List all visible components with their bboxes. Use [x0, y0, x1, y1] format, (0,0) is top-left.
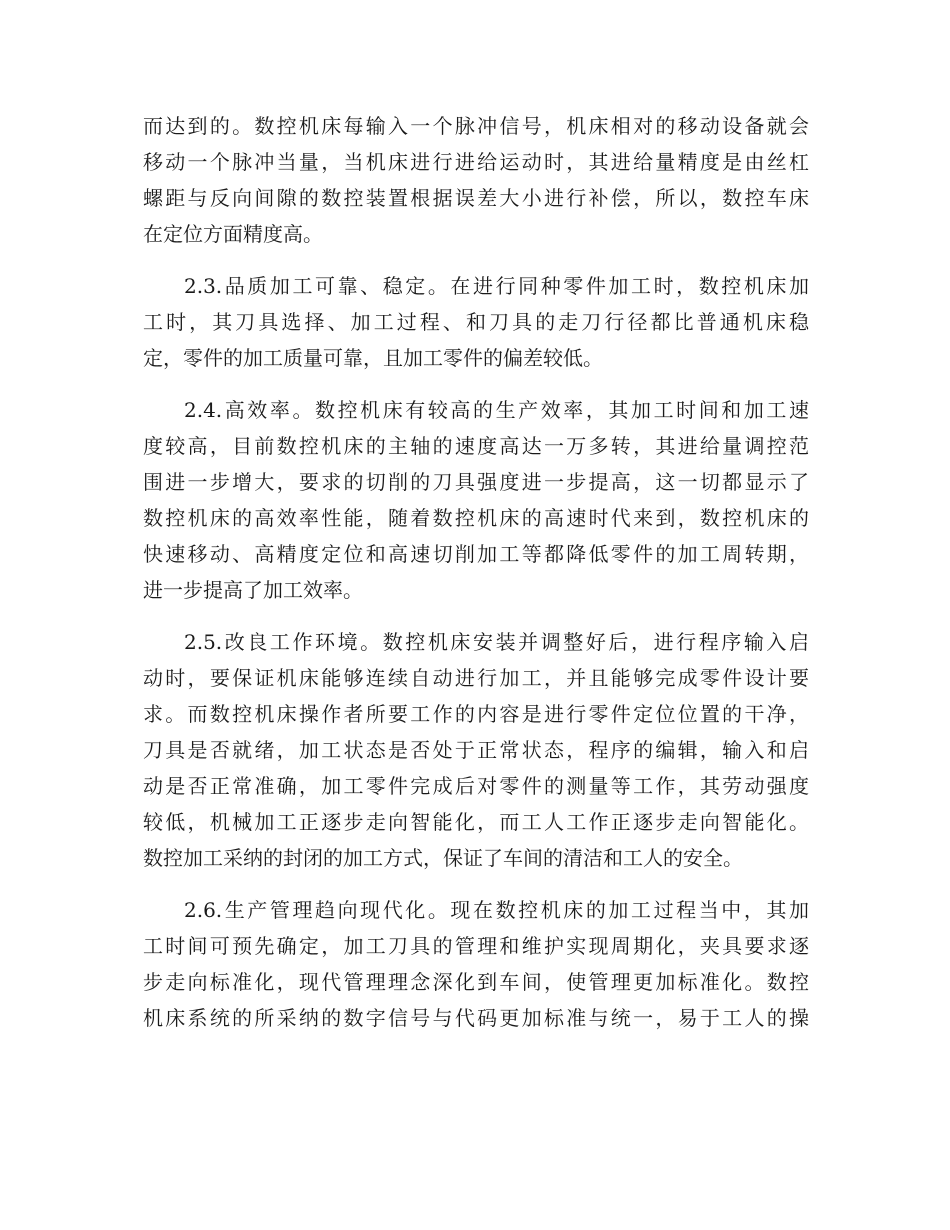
paragraph-continuation [143, 108, 809, 252]
text-line: 度较高，目前数控机床的主轴的速度高达一万多转，其进给量调控范 [143, 434, 809, 458]
document-body [143, 108, 809, 1052]
text-line: 数控机床的高效率性能，随着数控机床的高速时代来到，数控机床的 [143, 506, 809, 530]
text-line: 工时间可预先确定，加工刀具的管理和维护实现周期化，夹具要求逐 [143, 934, 809, 958]
text-line: 而达到的。数控机床每输入一个脉冲信号，机床相对的移动设备就会 [143, 114, 809, 138]
text-line: 工时，其刀具选择、加工过程、和刀具的走刀行径都比普通机床稳 [143, 310, 809, 334]
text-line: 步走向标准化，现代管理理念深化到车间，使管理更加标准化。数控 [143, 970, 809, 994]
text-line: 数控加工采纳的封闭的加工方式，保证了车间的清洁和工人的安全。 [143, 846, 743, 870]
text-line: 求。而数控机床操作者所要工作的内容是进行零件定位位置的干净， [143, 702, 809, 726]
paragraph-2-4 [143, 392, 809, 608]
paragraph-2-5 [143, 624, 809, 876]
text-line: 2.4.高效率。数控机床有较高的生产效率，其加工时间和加工速 [184, 398, 809, 422]
text-line: 进一步提高了加工效率。 [143, 578, 363, 602]
text-line: 在定位方面精度高。 [143, 222, 323, 246]
text-line: 刀具是否就绪，加工状态是否处于正常状态，程序的编辑，输入和启 [143, 738, 809, 762]
text-line: 动时，要保证机床能够连续自动进行加工，并且能够完成零件设计要 [143, 666, 809, 690]
text-line: 定，零件的加工质量可靠，且加工零件的偏差较低。 [143, 346, 603, 370]
text-line: 2.3.品质加工可靠、稳定。在进行同种零件加工时，数控机床加 [184, 274, 809, 298]
text-line: 围进一步增大，要求的切削的刀具强度进一步提高，这一切都显示了 [143, 470, 809, 494]
text-line: 快速移动、高精度定位和高速切削加工等都降低零件的加工周转期， [143, 542, 809, 566]
text-line: 动是否正常准确，加工零件完成后对零件的测量等工作，其劳动强度 [143, 774, 809, 798]
text-line: 机床系统的所采纳的数字信号与代码更加标准与统一，易于工人的操 [143, 1006, 809, 1030]
text-line: 较低，机械加工正逐步走向智能化，而工人工作正逐步走向智能化。 [143, 810, 809, 834]
paragraph-2-6 [143, 892, 809, 1036]
text-line: 移动一个脉冲当量，当机床进行进给运动时，其进给量精度是由丝杠 [143, 150, 809, 174]
text-line: 2.6.生产管理趋向现代化。现在数控机床的加工过程当中，其加 [184, 898, 809, 922]
paragraph-2-3 [143, 268, 809, 376]
text-line: 螺距与反向间隙的数控装置根据误差大小进行补偿，所以，数控车床 [143, 186, 809, 210]
text-line: 2.5.改良工作环境。数控机床安装并调整好后，进行程序输入启 [184, 630, 809, 654]
